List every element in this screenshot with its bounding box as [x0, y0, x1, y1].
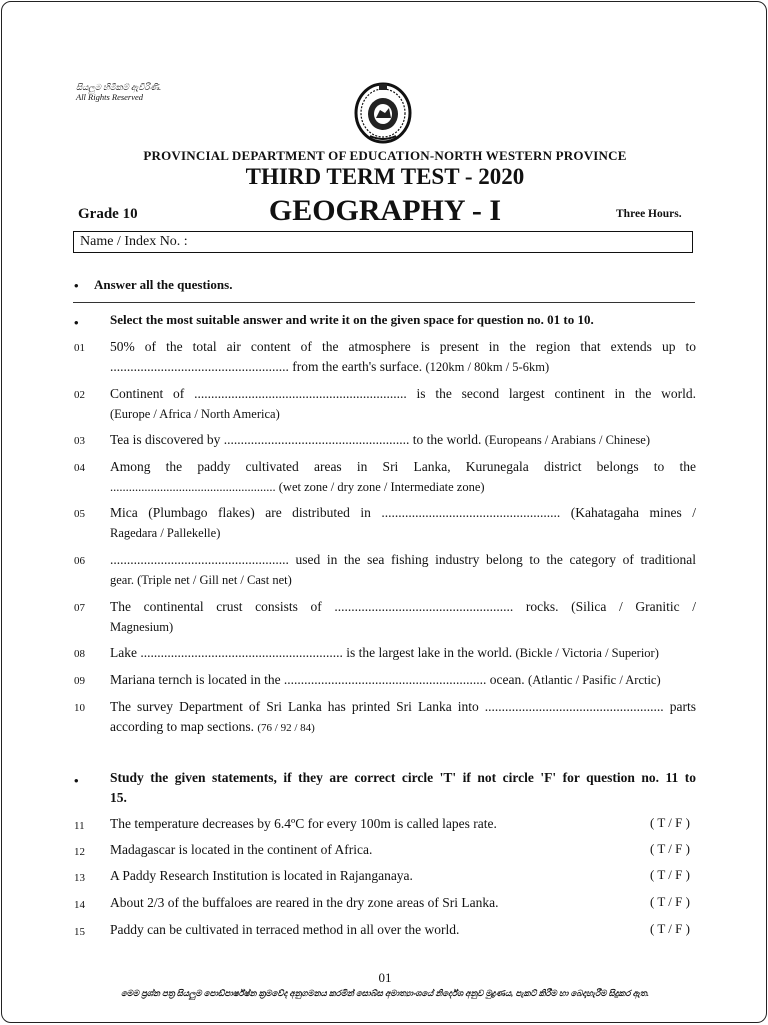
name-index-label: Name / Index No. : — [80, 234, 188, 249]
question-04 — [110, 457, 696, 497]
question-06 — [110, 550, 696, 590]
section1-instruction: Select the most suitable answer and write it on the given space for question no. 01 to 10. — [110, 312, 594, 327]
instruction-all: Answer all the questions. — [94, 277, 233, 292]
footer-notice: මෙම ප්‍රශ්න පත්‍ර සියලුම පොඩ්පාර්ෂ්ෂ්න ක්‍රමවේද අනුගමනය කරමින් සොබ්ස අමාත්‍යාංශයේ නිර්දේශ අනුව මුද්‍රණය, පැකට් කිරීම හා බෙදාහැරීම සිදුකර ඇත. — [120, 988, 650, 998]
question-line: ..................................................... used in the sea fishing industry belong to the category of traditional — [110, 552, 696, 567]
question-line: 50% of the total air content of the atmosphere is present in the region that extends up to — [110, 339, 696, 354]
statement-11: The temperature decreases by 6.4ºC for every 100m is called lapes rate. — [110, 816, 497, 831]
question-08 — [110, 643, 696, 663]
department-title: PROVINCIAL DEPARTMENT OF EDUCATION-NORTH WESTERN PROVINCE — [143, 148, 627, 163]
true-false-choice[interactable]: ( T / F ) — [650, 921, 690, 936]
statement-14: About 2/3 of the buffaloes are reared in the dry zone areas of Sri Lanka. — [110, 895, 499, 910]
question-number: 14 — [74, 899, 85, 911]
section2-instruction — [110, 768, 696, 808]
statement-12: Madagascar is located in the continent of Africa. — [110, 842, 373, 857]
true-false-choice[interactable]: ( T / F ) — [650, 894, 690, 909]
rights-notice — [76, 82, 161, 102]
question-07 — [110, 597, 696, 637]
grade-label: Grade 10 — [78, 206, 138, 222]
true-false-choice[interactable]: ( T / F ) — [650, 815, 690, 830]
name-index-field[interactable] — [73, 231, 693, 253]
duration-label: Three Hours. — [616, 208, 682, 220]
question-line: The continental crust consists of ..................................................... rocks. (Silica / Granitic / — [110, 599, 696, 614]
question-number: 01 — [74, 342, 85, 354]
question-number: 09 — [74, 675, 85, 687]
emblem-icon — [352, 80, 414, 144]
question-options: (Bickle / Victoria / Superior) — [515, 646, 659, 660]
question-number: 04 — [74, 462, 85, 474]
question-number: 15 — [74, 926, 85, 938]
question-number: 11 — [74, 820, 85, 832]
question-03 — [110, 430, 696, 450]
statement-15: Paddy can be cultivated in terraced method in all over the world. — [110, 922, 460, 937]
question-options: Magnesium) — [110, 620, 174, 634]
question-line: ..................................................... from the earth's surface. — [110, 359, 423, 374]
question-line: Lake ............................................................ is the largest lake in the world. — [110, 645, 513, 660]
question-number: 10 — [74, 702, 85, 714]
question-10 — [110, 697, 696, 738]
page-number: 01 — [378, 970, 392, 985]
question-number: 03 — [74, 435, 85, 447]
instruction-line: Study the given statements, if they are correct circle 'T' if not circle 'F' for question no. 11 to — [110, 770, 696, 785]
question-number: 07 — [74, 602, 85, 614]
question-05 — [110, 503, 696, 543]
question-options: (Atlantic / Pasific / Arctic) — [528, 673, 661, 687]
divider — [73, 302, 695, 303]
question-number: 08 — [74, 648, 85, 660]
rights-english: All Rights Reserved — [76, 92, 144, 102]
question-number: 06 — [74, 555, 85, 567]
question-options: (Europe / Africa / North America) — [110, 407, 280, 421]
true-false-choice[interactable]: ( T / F ) — [650, 867, 690, 882]
question-line: Among the paddy cultivated areas in Sri Lanka, Kurunegala district belongs to the — [110, 459, 696, 474]
test-title: THIRD TERM TEST - 2020 — [245, 164, 525, 189]
statement-13: A Paddy Research Institution is located in Rajanganaya. — [110, 868, 413, 883]
question-options: ..................................................... (wet zone / dry zone / Intermediate zone) — [110, 480, 485, 494]
question-number: 02 — [74, 389, 85, 401]
rights-sinhala: සියලුම හිමිකම් ඇවිරිණි. — [76, 82, 162, 92]
question-options: (Europeans / Arabians / Chinese) — [484, 433, 650, 447]
bullet-icon: • — [74, 315, 79, 330]
question-02 — [110, 384, 696, 424]
question-number: 12 — [74, 846, 85, 858]
question-options: (120km / 80km / 5-6km) — [425, 360, 550, 374]
question-line: according to map sections. — [110, 719, 254, 734]
subject-title: GEOGRAPHY - I — [268, 194, 502, 227]
question-line: Tea is discovered by ....................................................... to the world. — [110, 432, 482, 447]
question-line: The survey Department of Sri Lanka has printed Sri Lanka into ..................................................... parts — [110, 699, 696, 714]
question-line: Mica (Plumbago flakes) are distributed in ..................................................... (Kahatagaha mines / — [110, 505, 696, 520]
true-false-choice[interactable]: ( T / F ) — [650, 841, 690, 856]
instruction-line: 15. — [110, 790, 127, 805]
question-09 — [110, 670, 696, 690]
question-line: Mariana ternch is located in the ............................................................ ocean. — [110, 672, 525, 687]
exam-page — [1, 1, 767, 1023]
question-options: (76 / 92 / 84) — [257, 722, 315, 734]
question-01 — [110, 337, 696, 377]
question-options: gear. (Triple net / Gill net / Cast net) — [110, 573, 292, 587]
question-line: Continent of ............................................................... is the second largest continent in the world. — [110, 386, 696, 401]
bullet-icon: • — [74, 773, 79, 788]
bullet-icon: • — [74, 278, 79, 293]
question-options: Ragedara / Pallekelle) — [110, 526, 221, 540]
question-number: 05 — [74, 508, 85, 520]
question-number: 13 — [74, 872, 85, 884]
